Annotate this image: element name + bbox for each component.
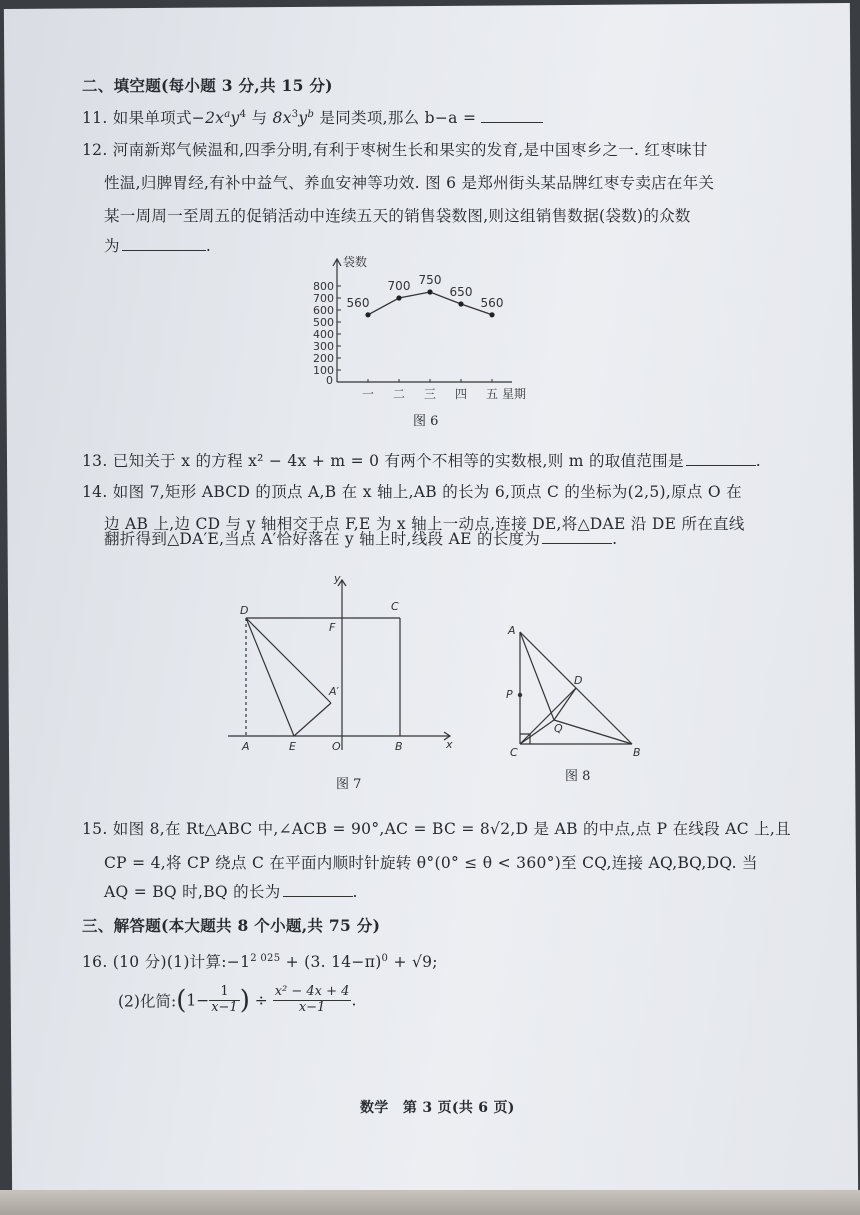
- q14-answer-blank[interactable]: [542, 531, 612, 544]
- q14-line1: 14. 如图 7,矩形 ABCD 的顶点 A,B 在 x 轴上,AB 的长为 6,顶点 C 的坐标为(2,5),原点 O 在: [82, 483, 742, 501]
- q14-line2: 边 AB 上,边 CD 与 y 轴相交于点 F,E 为 x 轴上一动点,连接 DE,将△DAE 沿 DE 所在直线: [104, 515, 745, 533]
- chart-x-tick-label: 三: [423, 387, 437, 401]
- q11-expr2: 8x: [272, 109, 292, 128]
- q16-f2-numerator: x² − 4x + 4: [274, 984, 350, 999]
- fig7-label-a: A: [242, 740, 250, 753]
- q12-answer-blank[interactable]: [122, 238, 206, 251]
- fig7-label-c: C: [391, 600, 399, 613]
- chart-y-tick-label: 300: [313, 340, 334, 353]
- chart-y-label: 袋数: [343, 255, 368, 269]
- fig7-label-a-prime: A′: [329, 685, 340, 698]
- q16-part1-end: + √9;: [388, 953, 438, 972]
- chart-y-tick-label: 700: [313, 292, 334, 305]
- chart-x-tick-label: 一: [361, 387, 375, 401]
- chart-y-tick-label: 400: [313, 328, 334, 341]
- q13-answer-blank[interactable]: [686, 453, 756, 466]
- chart-y-tick-label: 100: [313, 364, 334, 377]
- q11-text-before: 11. 如果单项式: [82, 109, 192, 128]
- fig8-label-a: A: [508, 624, 516, 637]
- chart-data-label: 560: [480, 295, 504, 310]
- q11-mid: 与: [246, 109, 273, 128]
- q11-expr1-sup: a: [224, 109, 231, 120]
- q12-line3: 某一周周一至周五的促销活动中连续五天的销售袋数图,则这组销售数据(袋数)的众数: [104, 207, 691, 225]
- page-footer: 数学 第 3 页(共 6 页): [360, 1100, 515, 1116]
- q16-part2-one-minus: 1−: [186, 991, 210, 1010]
- chart-data-label: 650: [449, 285, 473, 299]
- q16-part1-text: 16. (10 分)(1)计算:−1: [82, 953, 251, 972]
- fig8-point-p: [518, 693, 522, 697]
- fig8-label-p: P: [506, 688, 513, 701]
- q16-f2-denominator: x−1: [298, 999, 326, 1015]
- chart-x-tick-label: 五: [485, 387, 499, 401]
- q12-line1: 12. 河南新郑气候温和,四季分明,有利于枣树生长和果实的发育,是中国枣乡之一. 红枣味甘: [82, 141, 708, 159]
- chart-data-label: 700: [387, 279, 411, 293]
- figure-8-diagram: [502, 622, 652, 757]
- q11-expr1-y: y: [230, 109, 240, 128]
- q13-text: 13. 已知关于 x 的方程 x² − 4x + m = 0 有两个不相等的实数根,则 m 的取值范围是: [82, 452, 684, 470]
- q11-expr2-y: y: [298, 109, 308, 128]
- figure-6-line-chart: [295, 250, 555, 405]
- chart-data-point: [489, 312, 494, 317]
- q16-part2: (2)化简:(1− $\frac{1}{x-1}$ ) ÷ $\frac{\text{x² − 4x + 4}}{x-1}$ .: [118, 984, 357, 1016]
- section3-title: 三、解答题(本大题共 8 个小题,共 75 分): [82, 916, 381, 935]
- fig8-label-d: D: [574, 674, 583, 687]
- chart-origin-label: 0: [326, 374, 333, 387]
- q11-expr2-ysup: b: [307, 109, 315, 120]
- q16-f1-denominator: x−1: [211, 999, 238, 1015]
- q14-line3: 翻折得到△DA′E,当点 A′恰好落在 y 轴上时,线段 AE 的长度为 .: [104, 530, 618, 548]
- chart-y-tick-label: 800: [313, 280, 334, 293]
- chart-series-line: [368, 292, 492, 315]
- fig7-segment-a1e: [294, 703, 331, 736]
- fig7-label-d: D: [240, 604, 249, 617]
- q15-line2: CP = 4,将 CP 绕点 C 在平面内顺时针旋转 θ°(0° ≤ θ < 360°)至 CQ,连接 AQ,BQ,DQ. 当: [104, 854, 758, 872]
- fig8-segment-cq: [520, 720, 554, 744]
- q12-answer-prefix: 为: [104, 237, 120, 255]
- q15-line3-text: AQ = BQ 时,BQ 的长为: [104, 883, 281, 901]
- q16-part1-rest: + (3. 14−π): [280, 953, 382, 972]
- chart-y-tick-label: 500: [313, 316, 334, 329]
- chart-x-tick-label: 四: [454, 387, 468, 401]
- q11-expr1: −2x: [191, 109, 225, 128]
- figure-6-caption: 图 6: [413, 414, 439, 429]
- fig8-segment-dq: [554, 688, 576, 720]
- paper-bottom-edge: [0, 1190, 860, 1215]
- chart-x-label: 星期: [502, 387, 527, 401]
- q12-line2: 性温,归脾胃经,有补中益气、养血安神等功效. 图 6 是郑州街头某品牌红枣专卖店在年关: [104, 174, 715, 192]
- chart-data-point: [365, 312, 370, 317]
- q16-part2-divide: ÷: [249, 991, 273, 1010]
- figure-7-diagram: [228, 568, 468, 758]
- q16-part2-label: (2)化简:: [118, 992, 177, 1011]
- fig7-label-o: O: [332, 740, 341, 753]
- section2-title: 二、填空题(每小题 3 分,共 15 分): [82, 76, 333, 95]
- figure-8-caption: 图 8: [565, 769, 591, 784]
- fig7-segment-de: [246, 618, 294, 736]
- q11-text-after: 是同类项,那么 b−a =: [314, 109, 482, 128]
- fig7-label-x: x: [446, 738, 453, 751]
- fig8-label-c: C: [510, 746, 518, 757]
- chart-x-tick-label: 二: [392, 387, 406, 401]
- q16-part1: [82, 954, 438, 971]
- question-13: 13. 已知关于 x 的方程 x² − 4x + m = 0 有两个不相等的实数根,则 m 的取值范围是 .: [82, 452, 761, 470]
- chart-data-point: [427, 289, 432, 294]
- chart-y-tick-label: 200: [313, 352, 334, 365]
- fig8-label-q: Q: [554, 722, 563, 735]
- q11-expr1-ysup: 4: [239, 109, 247, 120]
- chart-y-tick-label: 600: [313, 304, 334, 317]
- q14-line3-text: 翻折得到△DA′E,当点 A′恰好落在 y 轴上时,线段 AE 的长度为: [104, 530, 541, 548]
- question-11: [82, 110, 543, 127]
- figure-7-caption: 图 7: [336, 777, 362, 792]
- fig7-label-b: B: [395, 740, 403, 753]
- fig8-segment-aq: [520, 632, 554, 720]
- q15-line3: AQ = BQ 时,BQ 的长为 .: [104, 883, 358, 901]
- fig7-label-e: E: [289, 740, 296, 753]
- q16-fraction-1: [209, 985, 240, 1016]
- q16-part1-exponent2: 0: [381, 953, 389, 964]
- fig8-segment-cd: [520, 688, 576, 744]
- fig8-label-b: B: [633, 746, 641, 757]
- q15-answer-blank[interactable]: [283, 884, 353, 897]
- q16-fraction-2: [273, 985, 352, 1016]
- chart-data-point: [458, 301, 463, 306]
- fig7-label-y: y: [334, 572, 341, 585]
- q11-answer-blank[interactable]: [481, 110, 543, 123]
- q11-expr2-sup: 3: [291, 109, 299, 120]
- q12-line4: 为 .: [104, 237, 212, 255]
- fig7-label-f: F: [329, 621, 336, 634]
- q15-line1: 15. 如图 8,在 Rt△ABC 中,∠ACB = 90°,AC = BC = 8√2,D 是 AB 的中点,点 P 在线段 AC 上,且: [82, 820, 791, 838]
- q16-f1-numerator: 1: [209, 985, 240, 1001]
- chart-data-point: [396, 295, 401, 300]
- chart-data-label: 560: [346, 295, 370, 310]
- chart-data-label: 750: [418, 273, 442, 287]
- fig7-segment-da1: [246, 618, 331, 703]
- q16-part2-end: .: [351, 991, 357, 1010]
- q16-part1-exponent: 2 025: [250, 953, 281, 964]
